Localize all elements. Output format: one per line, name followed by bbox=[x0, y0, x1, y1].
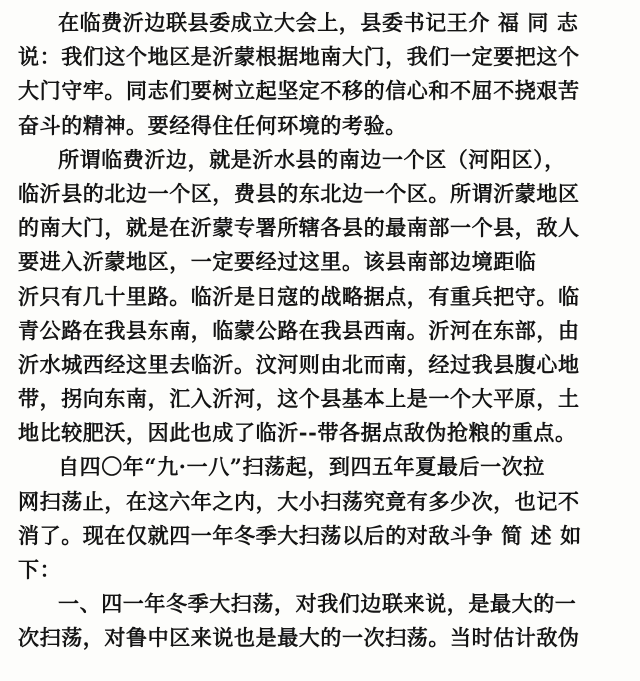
text-line-8: 要进入沂蒙地区，一定要经过这里。该县南部边境距临 bbox=[18, 249, 537, 275]
document-text bbox=[18, 6, 626, 656]
text-line-6: 临沂县的北边一个区，费县的东北边一个区。所谓沂蒙地区 bbox=[18, 180, 580, 206]
text-line-9: 沂只有几十里路。临沂是日寇的战略据点，有重兵把守。临 bbox=[18, 283, 580, 309]
text-line-18: 一、四一年冬季大扫荡，对我们边联来说，是最大的一 bbox=[58, 591, 577, 617]
text-line-16: 消了。现在仅就四一年冬季大扫荡以后的对敌斗争 简 述 如 bbox=[18, 522, 582, 548]
text-line-7: 的南大门，就是在沂蒙专署所辖各县的最南部一个县，敌人 bbox=[18, 215, 580, 241]
text-line-2: 说：我们这个地区是沂蒙根据地南大门，我们一定要把这个 bbox=[18, 44, 580, 70]
text-line-1: 在临费沂边联县委成立大会上，县委书记王介 福 同 志 bbox=[58, 10, 579, 35]
text-line-4: 奋斗的精神。要经得住任何环境的考验。 bbox=[18, 112, 407, 138]
text-line-5: 所谓临费沂边，就是沂水县的南边一个区（河阳区）， bbox=[58, 146, 566, 172]
text-line-13: 地比较肥沃，因此也成了临沂--带各据点敌伪抢粮的重点。 bbox=[18, 420, 577, 446]
text-line-11: 沂水城西经这里去临沂。汶河则由北而南，经过我县腹心地 bbox=[18, 351, 580, 377]
text-line-12: 带，拐向东南，汇入沂河，这个县基本上是一个大平原，土 bbox=[18, 386, 580, 412]
text-line-14: 自四〇年“九·一八”扫荡起，到四五年夏最后一次拉 bbox=[58, 454, 545, 480]
text-line-15: 网扫荡止，在这六年之内，大小扫荡究竟有多少次，也记不 bbox=[18, 488, 580, 514]
text-line-17: 下： bbox=[18, 557, 62, 582]
text-line-10: 青公路在我县东南，临蒙公路在我县西南。沂河在东部，由 bbox=[18, 317, 580, 343]
text-line-3: 大门守牢。同志们要树立起坚定不移的信心和不屈不挠艰苦 bbox=[18, 78, 580, 104]
text-line-19: 次扫荡，对鲁中区来说也是最大的一次扫荡。当时估计敌伪 bbox=[18, 625, 580, 651]
